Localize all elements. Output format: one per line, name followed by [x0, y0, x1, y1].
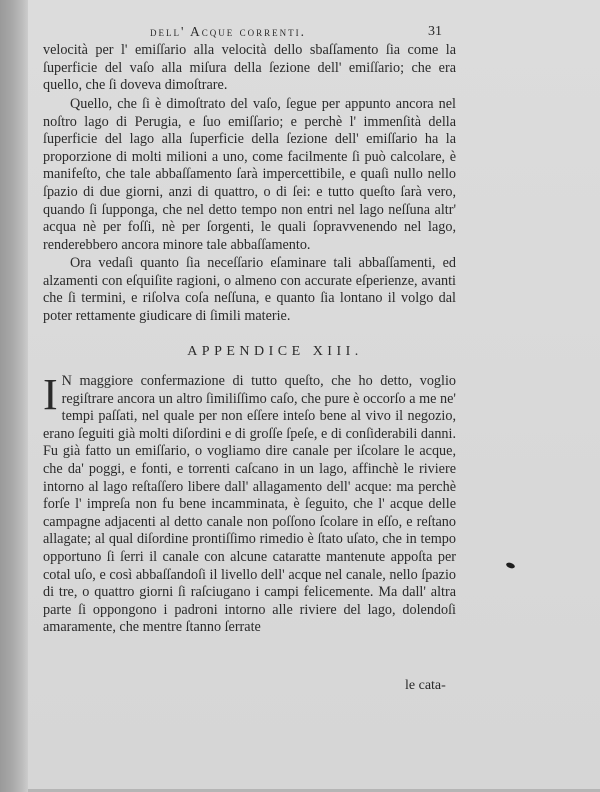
running-title: dell' Acque correnti.: [150, 24, 307, 39]
paragraph-1: [43, 42, 456, 95]
paragraph-text: velocità per l' emiſſario alla velocità dello sbaſſamento ſia come la ſuperficie del vaſo alla miſura della ſezione dell' emiſſario; che era quello, che ſi doveva dimoſtrare.: [43, 42, 456, 94]
drop-cap: I: [43, 370, 58, 419]
catchword: le cata-: [405, 678, 446, 693]
appendix-body: N maggiore confermazione di tutto queſto, che ho detto, voglio regiſtrare ancora un altro ſimiliſſimo caſo, che pure è occorſo a me ne' tempi paſſati, nel quale per non eſſere inteſo bene al vivo il negozio, erano ſeguiti già molti diſordini e di groſſe ſpeſe, e di conſiderabili danni. Fu già fatto un emiſſario, o vogliamo dire canale per iſcolare le acque, che da' poggi, e fonti, e torrenti caſcano in un lago, affinchè le riviere intorno al lago reſtaſſero libere dall' allagamento dell' acque: ma perchè forſe l' impreſa non fu bene incamminata, è ſeguito, che l' acque delle campagne adjacenti al detto canale non poſſono ſcolare in eſſo, e reſtano allagate; al qual diſordine prontiſſimo rimedio è ſtato uſato, che in tempo opportuno ſi ſerri il canale con alcune cataratte mantenute appoſta per cotal uſo, e così abbaſſandoſi il livello dell' acque nel canale, nello ſpazio di tre, o quattro giorni ſi raſciugano i campi felicemente. Ma dall' altra parte ſi oppongono i padroni intorno alle riviere del lago, dolendoſi amaramente, che mentre ſtanno ſerrate: [43, 373, 456, 636]
page-number: 31: [428, 24, 442, 39]
book-gutter-shadow: [0, 0, 30, 792]
appendix-heading: APPENDICE XIII.: [187, 344, 363, 359]
paragraph-2: [43, 96, 456, 254]
appendix-paragraph: [43, 370, 456, 637]
paragraph-3: [43, 255, 456, 325]
paragraph-text: Quello, che ſi è dimoſtrato del vaſo, ſegue per appunto ancora nel noſtro lago di Perugia, e ſuo emiſſario; e perchè l' immenſità della ſuperficie del lago alla ſuperficie della ſezione dell' emiſſario ha la proporzione di molti milioni a uno, come facilmente ſi può calcolare, è manifeſto, che tale abbaſſamento ſarà impercettibile, e quaſi nullo nello ſpazio di due giorni, anzi di quattro, o di ſei: e tutto queſto ſarà vero, quando ſi ſupponga, che nel detto tempo non entri nel lago neſſuna altr' acqua nè per foſſi, nè per ſorgenti, le quali ſopravvenendo nel lago, renderebbero ancora minore tale abbaſſamento.: [43, 96, 456, 253]
paragraph-text: Ora vedaſi quanto ſia neceſſario eſaminare tali abbaſſamenti, ed alzamenti con eſquiſite ragioni, o almeno con accurate eſperienze, avanti che ſi termini, e riſolva coſa neſſuna, e quanto ſia lontano il volgo dal poter rettamente giudicare di ſimili materie.: [43, 255, 456, 324]
